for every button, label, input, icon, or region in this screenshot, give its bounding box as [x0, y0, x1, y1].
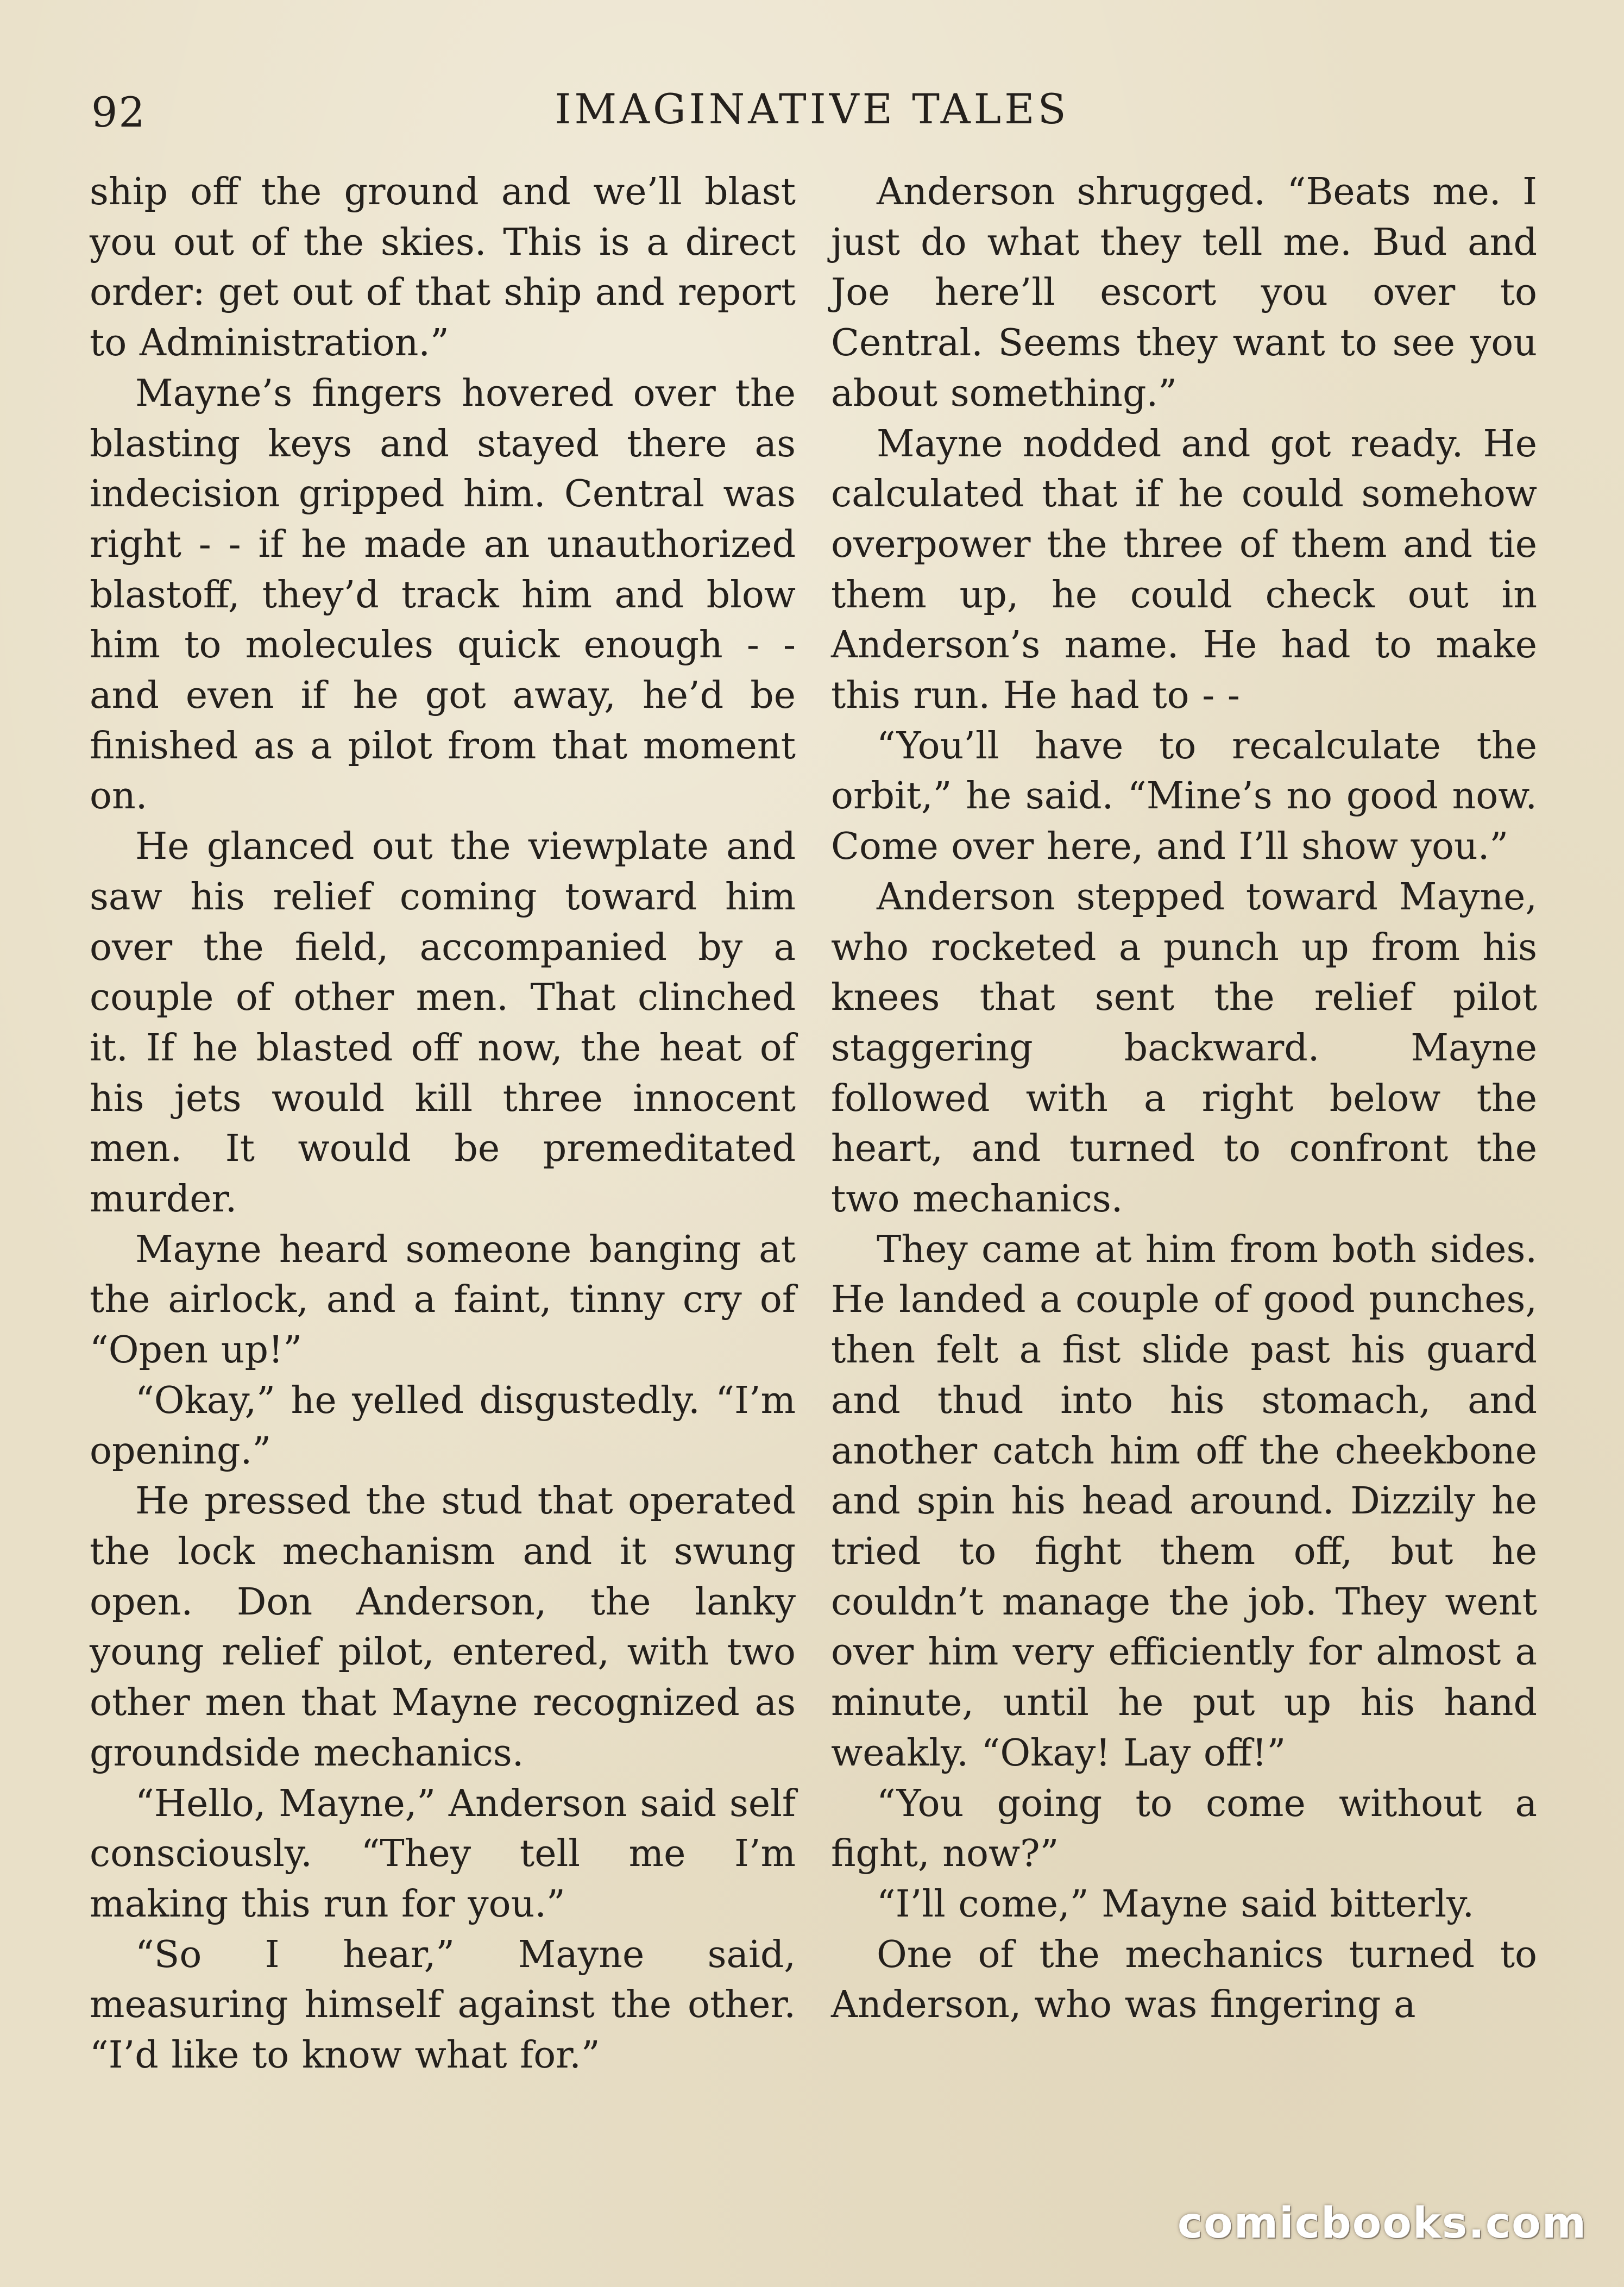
paragraph: Anderson stepped toward Mayne, who rocketed a punch up from his knees that sent the relief pilot staggering backward. Mayne followed with a right below the heart, and turned to confront the two mechanics. [831, 875, 1537, 1221]
page-header [0, 81, 1624, 147]
paragraph: “Okay,” he yelled disgustedly. “I’m opening.” [90, 1379, 796, 1473]
paragraph: Anderson shrugged. “Beats me. I just do what they tell me. Bud and Joe here’ll escort you over to Central. Seems they want to see you about something.” [831, 171, 1537, 415]
running-head: IMAGINATIVE TALES [555, 85, 1069, 133]
paragraph: “Hello, Mayne,” Anderson said self consciously. “They tell me I’m making this run for you.” [90, 1782, 796, 1926]
site-watermark: comicbooks.com [1177, 2199, 1587, 2248]
paragraph: “You’ll have to recalculate the orbit,” he said. “Mine’s no good now. Come over here, and I’ll show you.” [831, 724, 1537, 869]
paragraph: ship off the ground and we’ll blast you out of the skies. This is a direct order: get out of that ship and report to Administration.” [90, 171, 796, 365]
paragraph: Mayne nodded and got ready. He calculated that if he could somehow overpower the three of them and tie them up, he could check out in Anderson’s name. He had to make this run. He had to - - [831, 422, 1537, 718]
paragraph: They came at him from both sides. He landed a couple of good punches, then felt a fist slide past his guard and thud into his stomach, and another catch him off the cheekbone and spin his head around. Dizzily he tried to fight them off, but he couldn’t manage the job. They went over him very efficiently for almost a minute, until he put up his hand weakly. “Okay! Lay off!” [831, 1228, 1537, 1775]
paragraph: Mayne heard someone banging at the airlock, and a faint, tinny cry of “Open up!” [90, 1228, 796, 1372]
right-text-column [831, 167, 1537, 2031]
paragraph: “You going to come without a fight, now?” [831, 1782, 1537, 1876]
paragraph: He glanced out the viewplate and saw his relief coming toward him over the field, accompanied by a couple of other men. That clinched it. If he blasted off now, the heat of his jets would kill three innocent men. It would be premeditated murder. [90, 825, 796, 1221]
page-number: 92 [91, 88, 146, 136]
paragraph: One of the mechanics turned to Anderson, who was fingering a [831, 1933, 1537, 2027]
paragraph: “So I hear,” Mayne said, measuring himself against the other. “I’d like to know what for.” [90, 1933, 796, 2077]
paragraph: Mayne’s fingers hovered over the blasting keys and stayed there as indecision gripped him. Central was right - - if he made an unauthorized blastoff, they’d track him and blow him to molecules quick enough - - and even if he got away, he’d be finished as a pilot from that moment on. [90, 372, 796, 818]
paragraph: “I’ll come,” Mayne said bitterly. [877, 1882, 1475, 1926]
paragraph: He pressed the stud that operated the lock mechanism and it swung open. Don Anderson, the lanky young relief pilot, entered, with two other men that Mayne recognized as groundside mechanics. [90, 1480, 796, 1775]
left-text-column [90, 167, 796, 2081]
